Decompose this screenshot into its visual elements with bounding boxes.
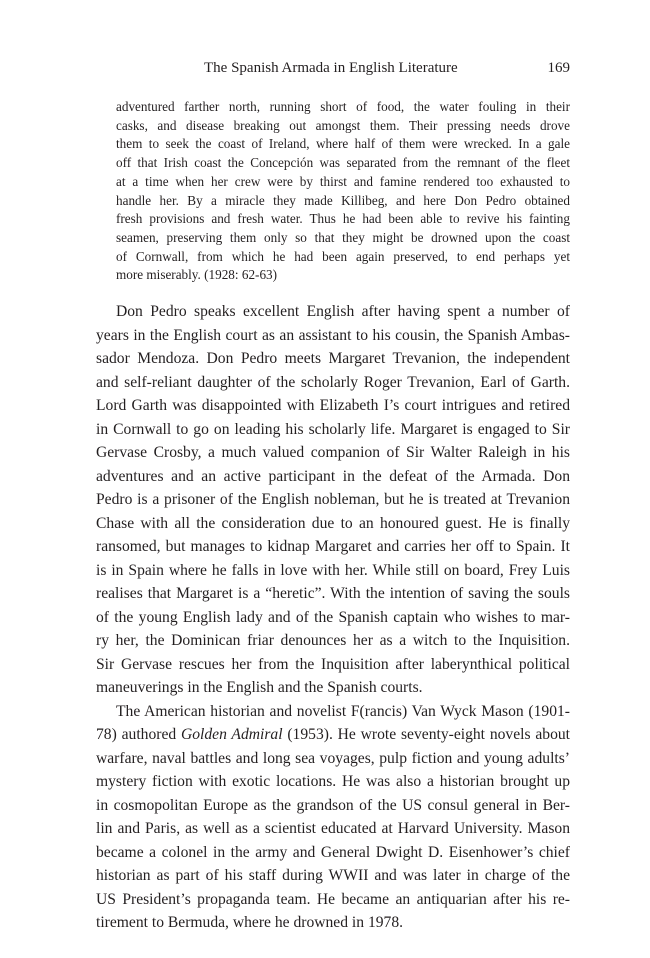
paragraph-don-pedro — [96, 300, 570, 700]
paragraph-line: adventures and an active participant in the defeat of the Armada. Don — [96, 467, 570, 485]
paragraph-line: Gervase Crosby, a much valued companion of Sir Walter Raleigh in his — [96, 444, 570, 461]
paragraph-line: Don Pedro speaks excellent English after having spent a number of — [116, 303, 570, 320]
running-title: The Spanish Armada in English Literature — [204, 60, 458, 76]
paragraph-line: in cosmopolitan Europe as the grandson of the US consul general in Ber- — [96, 796, 570, 814]
paragraph-line: Pedro is a prisoner of the English nobleman, but he is treated at Trevanion — [96, 491, 570, 508]
paragraph-line: and self-reliant daughter of the scholarly Roger Trevanion, Earl of Garth. — [96, 373, 570, 391]
paragraph-line: maneuverings in the English and the Spanish courts. — [96, 679, 423, 696]
paragraph-line: warfare, naval battles and long sea voyages, pulp fiction and young adults’ — [96, 749, 570, 767]
book-title: Golden Admiral — [180, 726, 283, 743]
paragraph-line: sador Mendoza. Don Pedro meets Margaret Trevanion, the independent — [96, 350, 570, 367]
page-number: 169 — [547, 60, 570, 76]
paragraph-line: years in the English court as an assistant to his cousin, the Spanish Ambas- — [96, 326, 570, 344]
paragraph-line: Sir Gervase rescues her from the Inquisition after laberynthical political — [96, 655, 570, 673]
quote-line: at a time when her crew were by thirst and famine rendered too exhausted to — [116, 173, 570, 189]
paragraph-line: Lord Garth was disappointed with Elizabeth I’s court intrigues and retired — [96, 397, 570, 414]
quote-line: of Cornwall, from which he had been again preserved, to end perhaps yet — [116, 248, 570, 264]
paragraph-line: became a colonel in the army and General Dwight D. Eisenhower’s chief — [96, 843, 570, 861]
running-header — [96, 60, 570, 82]
paragraph-line: is in Spain where he falls in love with her. While still on board, Frey Luis — [96, 561, 570, 579]
quote-line: casks, and disease breaking out amongst them. Their pressing needs drove — [116, 117, 570, 133]
paragraph-line: Chase with all the consideration due to an honoured guest. He is finally — [96, 514, 570, 532]
quote-line: adventured farther north, running short of food, the water fouling in their — [116, 99, 570, 114]
paragraph-line: realises that Margaret is a “heretic”. With the intention of saving the souls — [96, 585, 570, 602]
paragraph-line: tirement to Bermuda, where he drowned in 1978. — [96, 914, 404, 931]
line-text: (1953). He wrote seventy-eight novels about — [282, 726, 570, 743]
quote-line: more miserably. (1928: 62-63) — [116, 267, 278, 283]
line-text: 78) authored — [96, 726, 181, 743]
paragraph-line: in Cornwall to go on leading his scholarly life. Margaret is engaged to Sir — [96, 420, 570, 438]
quote-line: seamen, preserving them only so that they might be drowned upon the coast — [116, 229, 570, 245]
paragraph-line: mystery fiction with exotic locations. He was also a historian brought up — [96, 773, 570, 790]
paragraph-line: US President’s propaganda team. He became an antiquarian after his re- — [96, 890, 570, 908]
paragraph-line: lin and Paris, as well as a scientist educated at Harvard University. Mason — [96, 820, 570, 837]
paragraph-line — [96, 723, 570, 747]
paragraph-line: ry her, the Dominican friar denounces her as a witch to the Inquisition. — [96, 632, 570, 649]
paragraph-line: of the young English lady and of the Spanish captain who wishes to mar- — [96, 608, 570, 626]
quote-line: off that Irish coast the Concepción was separated from the remnant of the fleet — [116, 155, 570, 171]
quote-line: fresh provisions and fresh water. Thus he had been able to revive his fainting — [116, 211, 570, 227]
paragraph-van-wyck-mason — [96, 700, 570, 935]
body-text — [96, 300, 570, 935]
quote-line: them to seek the coast of Ireland, where half of them were wrecked. In a gale — [116, 136, 570, 152]
quote-line: handle her. By a miracle they made Killibeg, and here Don Pedro obtained — [116, 192, 570, 208]
paragraph-line: The American historian and novelist F(rancis) Van Wyck Mason (1901- — [116, 702, 570, 720]
block-quote — [116, 98, 570, 285]
paragraph-line: ransomed, but manages to kidnap Margaret and carries her off to Spain. It — [96, 538, 570, 555]
paragraph-line: historian as part of his staff during WWII and was later in charge of the — [96, 867, 570, 884]
